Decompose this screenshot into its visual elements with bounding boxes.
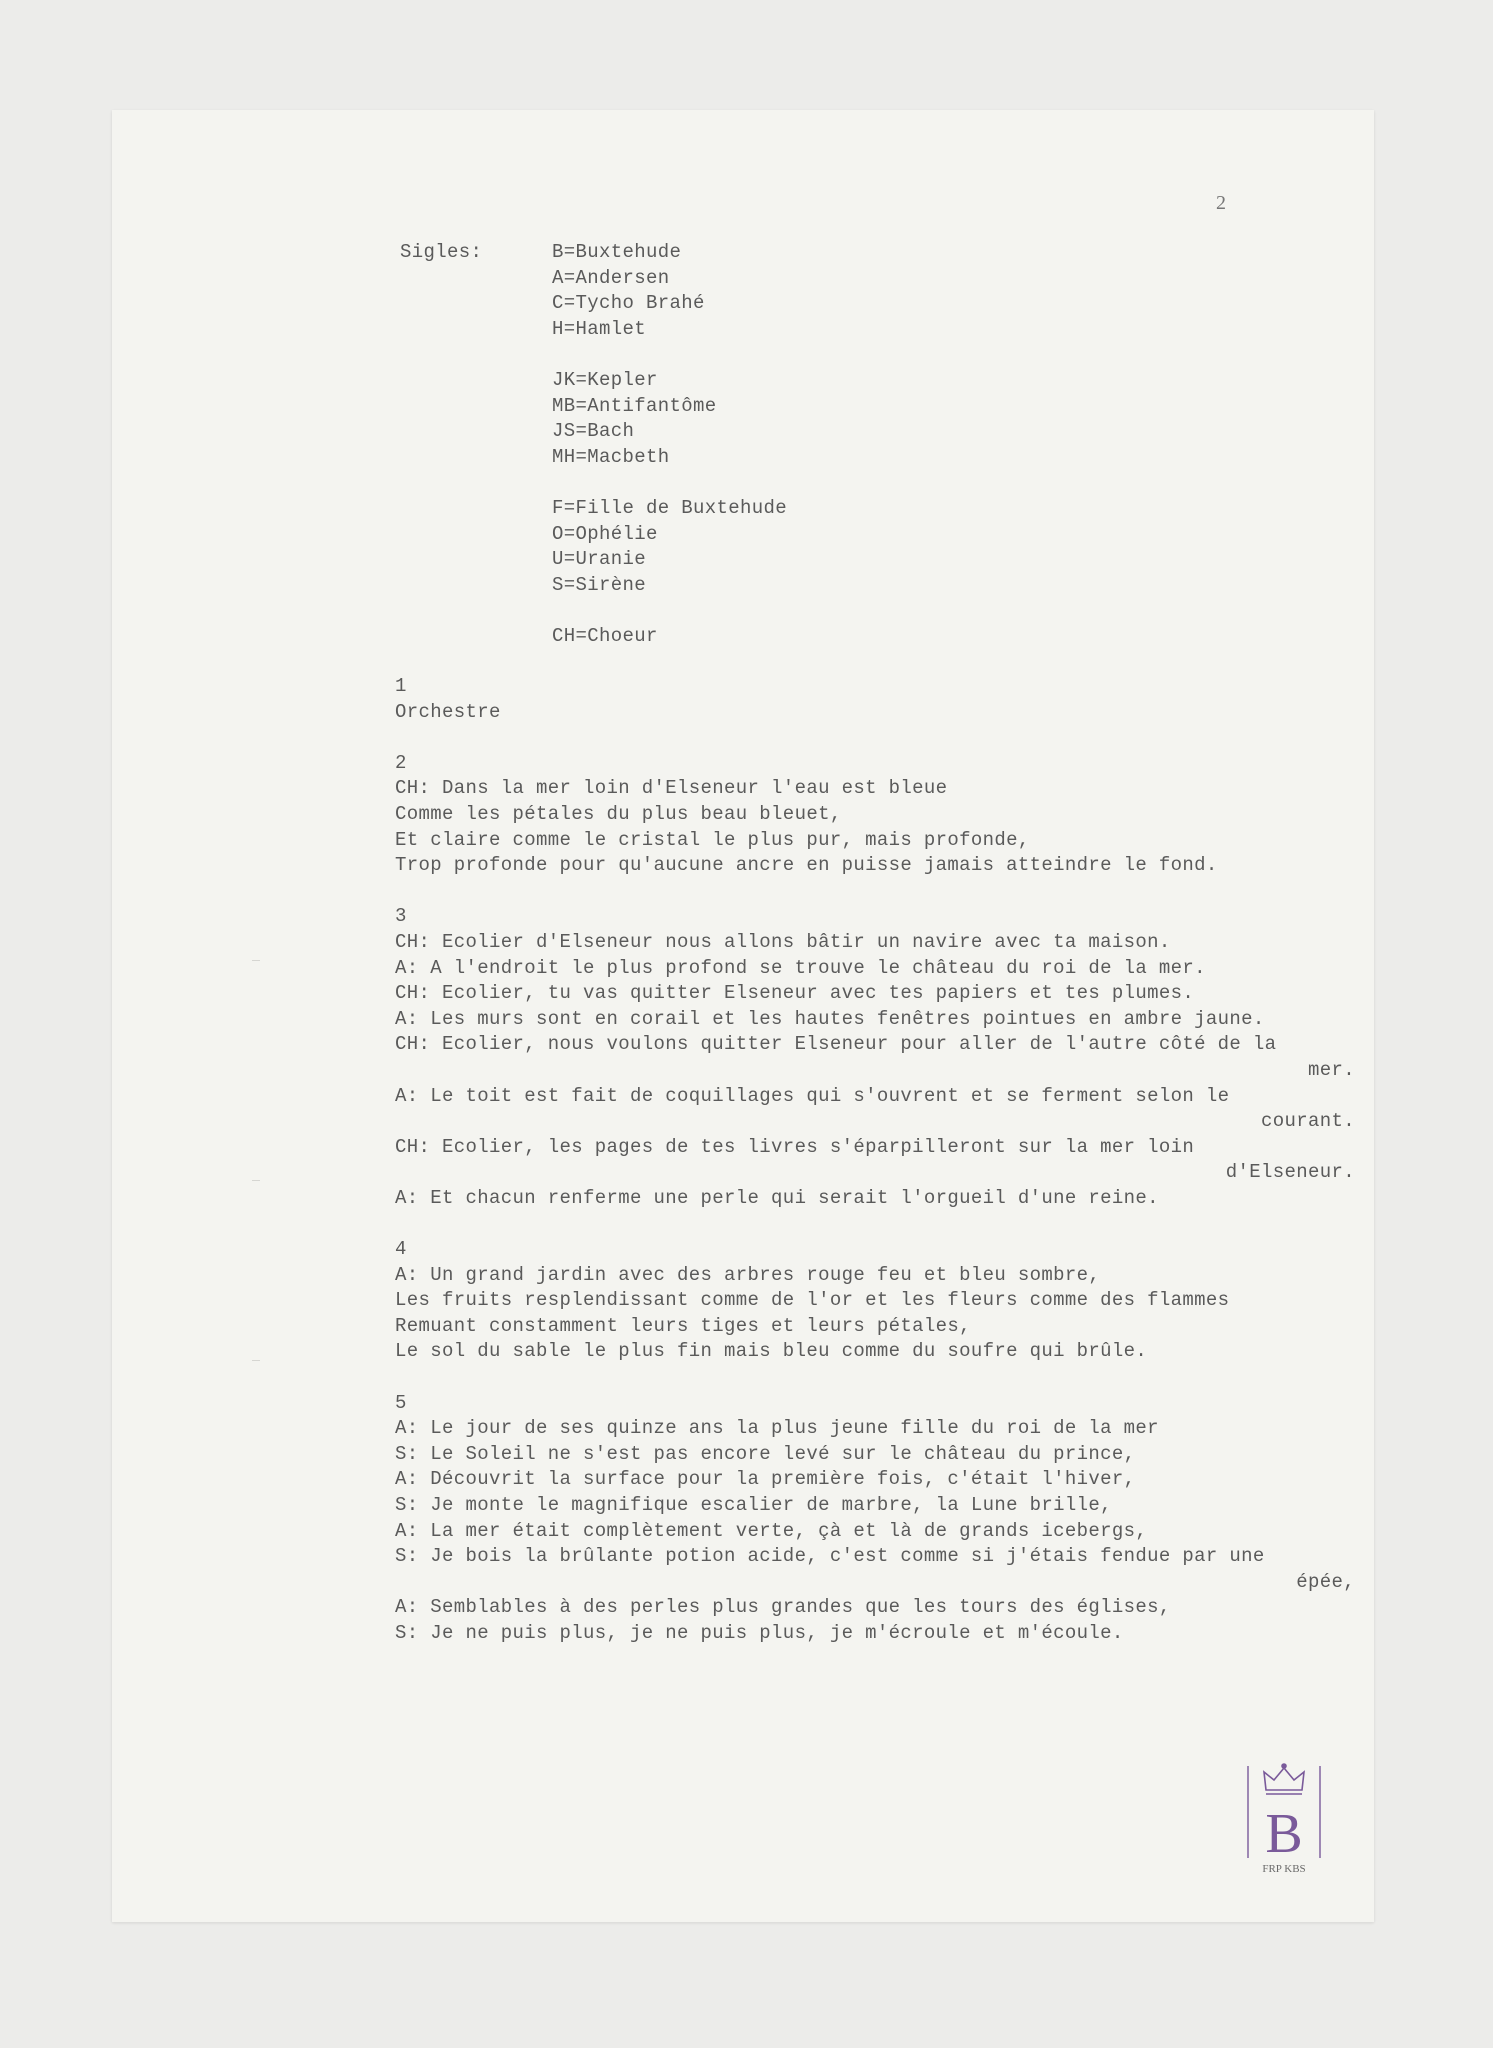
text-line: Trop profonde pour qu'aucune ancre en puisse jamais atteindre le fond. <box>395 854 1218 877</box>
text-line: A: Et chacun renferme une perle qui serait l'orgueil d'une reine. <box>395 1186 1159 1209</box>
sigle-entry: CH=Choeur <box>552 624 658 647</box>
text-line: A: La mer était complètement verte, çà et là de grands icebergs, <box>395 1519 1148 1542</box>
margin-mark <box>252 960 260 961</box>
margin-mark <box>252 1360 260 1361</box>
sigle-entry: A=Andersen <box>552 266 670 289</box>
sigle-entry: S=Sirène <box>552 573 647 596</box>
text-line: S: Je bois la brûlante potion acide, c'est comme si j'étais fendue par une <box>395 1545 1265 1568</box>
section-2 <box>395 751 1365 879</box>
page-number: 2 <box>1216 192 1226 214</box>
stamp-letter: B <box>1265 1803 1303 1865</box>
sigle-entry: O=Ophélie <box>552 522 658 545</box>
text-line: Orchestre <box>395 700 501 723</box>
text-line: A: Le toit est fait de coquillages qui s'ouvrent et se ferment selon le <box>395 1084 1230 1107</box>
text-line: Comme les pétales du plus beau bleuet, <box>395 802 842 825</box>
text-line: courant. <box>1260 1110 1355 1133</box>
text-line: Et claire comme le cristal le plus pur, mais profonde, <box>395 828 1030 851</box>
section-number: 1 <box>395 675 407 697</box>
sigles-label: Sigles: <box>400 241 483 263</box>
sigles-list <box>552 240 787 650</box>
text-line: CH: Ecolier d'Elseneur nous allons bâtir un navire avec ta maison. <box>395 930 1171 953</box>
stamp-caption: FRP KBS <box>1262 1863 1306 1874</box>
margin-mark <box>252 1180 260 1181</box>
sigle-entry: H=Hamlet <box>552 317 647 340</box>
section-5 <box>395 1391 1365 1647</box>
sigle-entry: MH=Macbeth <box>552 445 670 468</box>
sigle-entry: F=Fille de Buxtehude <box>552 496 788 519</box>
section-number: 3 <box>395 905 407 928</box>
text-line: S: Je ne puis plus, je ne puis plus, je m'écroule et m'écoule. <box>395 1621 1124 1644</box>
text-line: S: Le Soleil ne s'est pas encore levé sur le château du prince, <box>395 1442 1136 1465</box>
sigle-entry: JS=Bach <box>552 420 635 443</box>
text-line: CH: Dans la mer loin d'Elseneur l'eau est bleue <box>395 777 948 800</box>
document-body <box>395 674 1365 1672</box>
text-line: A: Les murs sont en corail et les hautes fenêtres pointues en ambre jaune. <box>395 1007 1265 1030</box>
text-line: d'Elseneur. <box>1225 1161 1355 1184</box>
text-line: A: Semblables à des perles plus grandes que les tours des églises, <box>395 1596 1171 1619</box>
crown-icon <box>1264 1764 1304 1794</box>
section-4 <box>395 1237 1365 1365</box>
section-3 <box>395 904 1365 1211</box>
sigle-entry: B=Buxtehude <box>552 241 682 263</box>
text-line: Le sol du sable le plus fin mais bleu comme du soufre qui brûle. <box>395 1340 1148 1363</box>
text-line: A: A l'endroit le plus profond se trouve le château du roi de la mer. <box>395 956 1206 979</box>
text-line: Remuant constamment leurs tiges et leurs pétales, <box>395 1314 971 1337</box>
library-stamp <box>1244 1760 1324 1874</box>
sigle-entry: MB=Antifantôme <box>552 394 717 417</box>
sigle-entry: U=Uranie <box>552 548 647 571</box>
text-line: A: Découvrit la surface pour la première fois, c'était l'hiver, <box>395 1468 1136 1491</box>
sigle-entry: C=Tycho Brahé <box>552 292 705 315</box>
text-line: S: Je monte le magnifique escalier de marbre, la Lune brille, <box>395 1494 1112 1516</box>
section-number: 5 <box>395 1391 407 1414</box>
section-number: 2 <box>395 751 407 774</box>
text-line: Les fruits resplendissant comme de l'or et les fleurs comme des flammes <box>395 1289 1230 1312</box>
text-line: CH: Ecolier, les pages de tes livres s'éparpilleront sur la mer loin <box>395 1135 1195 1158</box>
sigle-entry: JK=Kepler <box>552 368 658 391</box>
text-line: CH: Ecolier, tu vas quitter Elseneur avec tes papiers et tes plumes. <box>395 982 1195 1005</box>
text-line: A: Le jour de ses quinze ans la plus jeune fille du roi de la mer <box>395 1417 1159 1440</box>
section-1 <box>395 674 1365 725</box>
text-line: A: Un grand jardin avec des arbres rouge feu et bleu sombre, <box>395 1263 1101 1286</box>
text-line: CH: Ecolier, nous voulons quitter Elseneur pour aller de l'autre côté de la <box>395 1033 1277 1056</box>
section-number: 4 <box>395 1238 407 1261</box>
text-line: épée, <box>1296 1570 1355 1593</box>
text-line: mer. <box>1307 1058 1355 1081</box>
